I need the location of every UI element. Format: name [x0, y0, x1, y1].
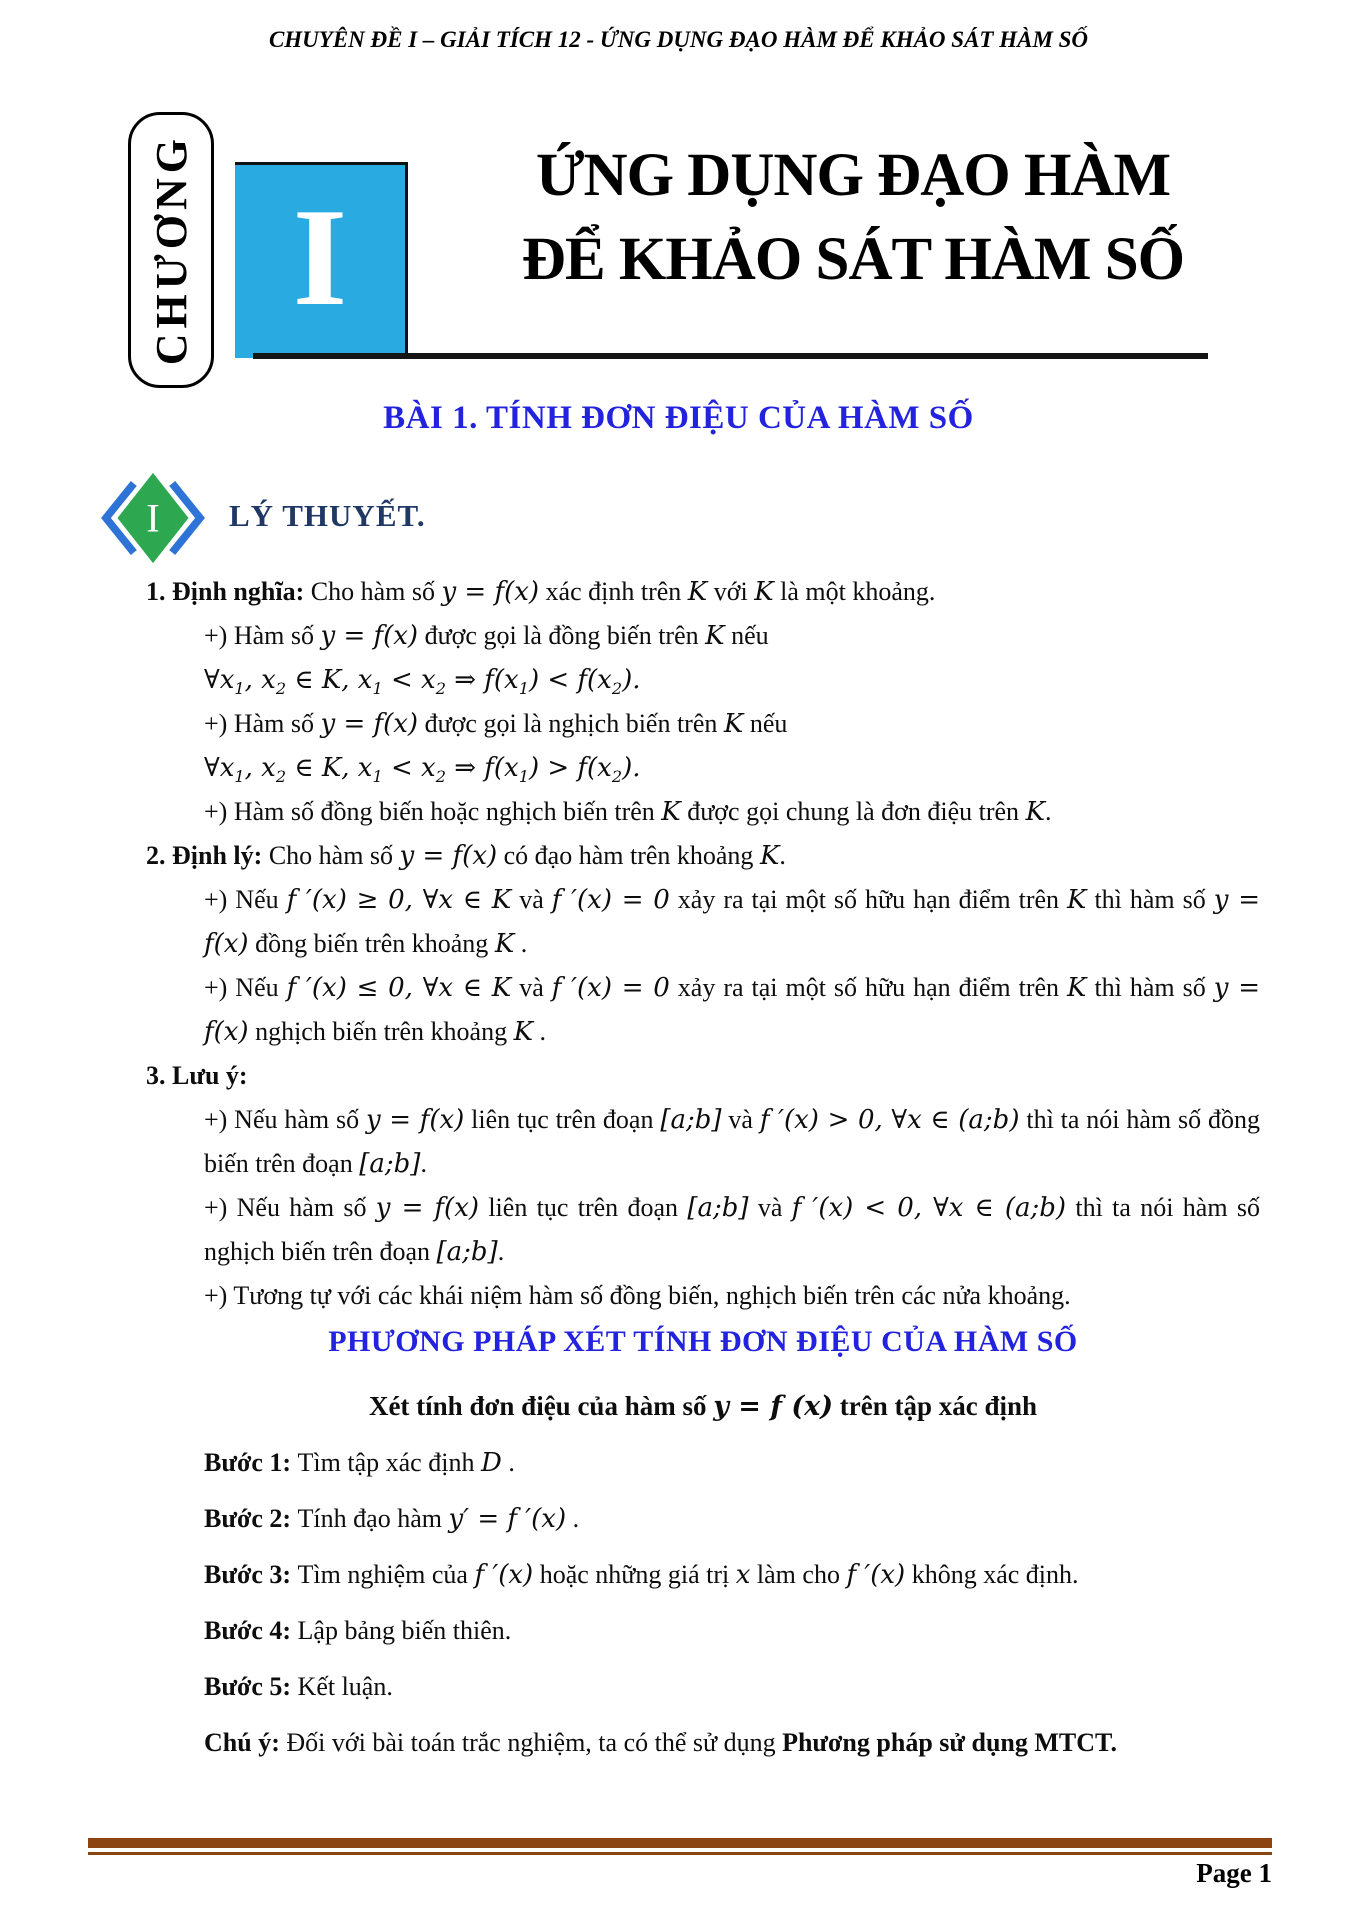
chapter-side-pill [128, 112, 214, 388]
text-run: . [533, 1017, 547, 1046]
text-run: 1 [234, 679, 245, 699]
text-run: xảy ra tại một số hữu hạn điểm trên [669, 973, 1068, 1002]
text-run: ) > f(x [528, 753, 612, 783]
paragraph [204, 614, 1260, 658]
paragraph [204, 1274, 1260, 1318]
text-run: ∀x [204, 665, 235, 695]
chapter-number: I [292, 179, 348, 335]
paragraph [204, 966, 1260, 1054]
text-run: 2 [611, 767, 623, 787]
text-run: , x [244, 753, 276, 783]
text-run: +) Nếu [204, 973, 287, 1002]
text-run: Bước 1: [204, 1448, 298, 1477]
text-run: được gọi là đồng biến trên [418, 621, 706, 650]
text-run: 2 [275, 767, 287, 787]
text-run: [a;b] [660, 1105, 722, 1135]
text-run: ∈ K, x [286, 753, 373, 783]
text-run: f ′(x) [846, 1560, 906, 1590]
text-run: ⇒ f(x [445, 665, 519, 695]
text-run: nếu [743, 709, 788, 738]
chapter-number-box [235, 162, 408, 358]
text-run: . [501, 1448, 515, 1477]
text-run: hoặc những giá trị [533, 1560, 736, 1589]
text-run: 2. Định lý: [146, 841, 269, 870]
text-run: +) Hàm số đồng biến hoặc nghịch biến trên [204, 797, 662, 826]
text-run: thì ta nói hàm số nghịch biến trên đoạn [204, 1193, 1260, 1266]
text-run: . [514, 929, 528, 958]
text-run: ). [622, 753, 641, 783]
text-run: K [723, 709, 744, 739]
text-run: và [511, 973, 552, 1002]
text-run: < x [382, 753, 436, 783]
text-run: 1 [372, 679, 383, 699]
text-run: [a;b] [359, 1149, 421, 1179]
chapter-title-line2: ĐỂ KHẢO SÁT HÀM SỐ [521, 226, 1185, 293]
text-run: được gọi là nghịch biến trên [418, 709, 724, 738]
paragraph [146, 570, 1260, 614]
chapter-title [420, 134, 1286, 302]
footer-rule-thick [88, 1838, 1272, 1848]
text-run: 1. Định nghĩa: [146, 577, 311, 606]
paragraph [204, 746, 1260, 790]
content-paragraphs [146, 570, 1260, 1765]
text-run: y = f (x) [713, 1391, 833, 1422]
text-run: y = f(x) [365, 1105, 465, 1135]
text-run: Phương pháp sử dụng MTCT. [782, 1728, 1117, 1757]
text-run: f ′(x) ≥ 0, ∀x ∈ K [286, 885, 512, 915]
paragraph [146, 1384, 1260, 1429]
text-run: xác định trên [539, 577, 688, 606]
paragraph [204, 1186, 1260, 1274]
chapter-underline [253, 353, 1208, 359]
text-run: . [779, 841, 786, 870]
paragraph [204, 702, 1260, 746]
text-run: f ′(x) = 0 [551, 973, 670, 1003]
text-run: 2 [435, 767, 446, 787]
paragraph [204, 658, 1260, 702]
text-run: K [705, 621, 725, 651]
text-run: Xét tính đơn điệu của hàm số [368, 1391, 714, 1421]
chapter-side-label: CHƯƠNG [146, 134, 196, 366]
text-run: +) Nếu [204, 885, 287, 914]
paragraph [146, 1054, 1260, 1098]
text-run: Bước 5: [204, 1672, 298, 1701]
paragraph [204, 1665, 1260, 1709]
text-run: nghịch biến trên khoảng [248, 1017, 514, 1046]
text-run: x [735, 1560, 751, 1590]
text-run: 3. Lưu ý: [146, 1061, 248, 1090]
text-run: K [754, 577, 774, 607]
text-run: D [480, 1448, 502, 1478]
text-run: liên tục trên đoạn [479, 1193, 688, 1222]
text-run: 1 [372, 767, 383, 787]
text-run: +) Tương tự với các khái niệm hàm số đồng biến, nghịch biến trên các nửa khoảng. [204, 1281, 1071, 1310]
text-run: Tìm nghiệm của [297, 1560, 475, 1589]
text-run: K [661, 797, 681, 827]
lesson-title: BÀI 1. TÍNH ĐƠN ĐIỆU CỦA HÀM SỐ [383, 400, 974, 436]
text-run: có đạo hàm trên khoảng [497, 841, 760, 870]
paragraph [204, 1497, 1260, 1541]
text-run: xảy ra tại một số hữu hạn điểm trên [669, 885, 1068, 914]
text-run: K [513, 1017, 534, 1047]
text-run: và [511, 885, 552, 914]
text-run: K [494, 929, 515, 959]
text-run: . [497, 1237, 505, 1266]
text-run: liên tục trên đoạn [464, 1105, 661, 1134]
section-diamond-icon [93, 470, 213, 566]
text-run: và [748, 1193, 792, 1222]
text-run: f ′(x) ≤ 0, ∀x ∈ K [286, 973, 512, 1003]
text-run: +) Nếu hàm số [204, 1193, 376, 1222]
text-run: y = f(x) [441, 577, 540, 607]
text-run: là một khoảng. [773, 577, 936, 606]
text-run: f ′(x) = 0 [551, 885, 670, 915]
paragraph [146, 1320, 1260, 1364]
text-run: 2 [435, 679, 446, 699]
text-run: K [759, 841, 780, 871]
text-run: Cho hàm số [310, 577, 442, 606]
text-run: y = f(x) [204, 973, 1260, 1047]
text-run: +) Hàm số [204, 621, 321, 650]
text-run: Tính đạo hàm [297, 1504, 449, 1533]
page-number: Page 1 [1196, 1858, 1272, 1888]
text-run: Kết luận. [297, 1672, 393, 1701]
text-run: y′ = f ′(x) [448, 1504, 567, 1534]
text-run: f ′(x) [474, 1560, 534, 1590]
text-run: không xác định. [905, 1560, 1079, 1589]
text-run: làm cho [750, 1560, 847, 1589]
text-run: ∈ K, x [286, 665, 373, 695]
text-run: ). [622, 665, 641, 695]
text-run: y = f(x) [375, 1193, 480, 1223]
text-run: Bước 2: [204, 1504, 298, 1533]
text-run: y = f(x) [399, 841, 498, 871]
text-run: với [707, 577, 755, 606]
paragraph [204, 1441, 1260, 1485]
text-run: 2 [275, 679, 287, 699]
text-run: thì hàm số [1086, 885, 1214, 914]
text-run: Tìm tập xác định [297, 1448, 481, 1477]
text-run: K [1067, 885, 1087, 915]
text-run: PHƯƠNG PHÁP XÉT TÍNH ĐƠN ĐIỆU CỦA HÀM SỐ [328, 1325, 1078, 1358]
paragraph [146, 834, 1260, 878]
text-run: y = f(x) [320, 709, 419, 739]
text-run: Cho hàm số [268, 841, 400, 870]
text-run: [a;b] [436, 1237, 498, 1267]
text-run: f ′(x) > 0, ∀x ∈ (a;b) [759, 1105, 1020, 1135]
text-run: K [687, 577, 708, 607]
text-run: ∀x [204, 753, 235, 783]
text-run: y = f(x) [320, 621, 419, 651]
text-run: Bước 3: [204, 1560, 298, 1589]
text-run: ⇒ f(x [445, 753, 519, 783]
text-run: . [420, 1149, 427, 1178]
text-run: thì ta nói hàm số đồng biến trên đoạn [204, 1105, 1260, 1178]
text-run: trên tập xác định [833, 1391, 1038, 1421]
footer-rule-thin [88, 1852, 1272, 1855]
section-label: LÝ THUYẾT. [229, 498, 426, 533]
text-run: 1 [518, 679, 529, 699]
text-run: +) Hàm số [204, 709, 321, 738]
paragraph [204, 1098, 1260, 1186]
text-run: , x [244, 665, 276, 695]
doc-header: CHUYÊN ĐỀ I – GIẢI TÍCH 12 - ỨNG DỤNG ĐẠO HÀM ĐỂ KHẢO SÁT HÀM SỐ [268, 27, 1089, 52]
text-run: thì hàm số [1086, 973, 1214, 1002]
text-run: nếu [724, 621, 769, 650]
text-run: Đối với bài toán trắc nghiệm, ta có thể sử dụng [286, 1728, 783, 1757]
text-run: Bước 4: [204, 1616, 298, 1645]
text-run: [a;b] [687, 1193, 749, 1223]
paragraph [204, 790, 1260, 834]
text-run: . [1045, 797, 1052, 826]
text-run: Lập bảng biến thiên. [297, 1616, 512, 1645]
chapter-title-line1: ỨNG DỤNG ĐẠO HÀM [535, 142, 1171, 209]
text-run: và [721, 1105, 760, 1134]
section-number: I [146, 495, 160, 541]
text-run: . [566, 1504, 580, 1533]
text-run: < x [382, 665, 436, 695]
text-run: K [1067, 973, 1087, 1003]
text-run: +) Nếu hàm số [204, 1105, 366, 1134]
paragraph [204, 1721, 1260, 1765]
paragraph [204, 1609, 1260, 1653]
text-run: 1 [518, 767, 529, 787]
text-run: đồng biến trên khoảng [248, 929, 495, 958]
section-header [93, 470, 426, 566]
text-run: 1 [234, 767, 245, 787]
paragraph [204, 1553, 1260, 1597]
text-run: f ′(x) < 0, ∀x ∈ (a;b) [791, 1193, 1067, 1223]
text-run: 2 [611, 679, 623, 699]
text-run: được gọi chung là đơn điệu trên [680, 797, 1026, 826]
text-run: K [1025, 797, 1045, 827]
text-run: ) < f(x [528, 665, 612, 695]
paragraph [204, 878, 1260, 966]
text-run: y = f(x) [204, 885, 1260, 959]
text-run: Chú ý: [204, 1728, 287, 1757]
